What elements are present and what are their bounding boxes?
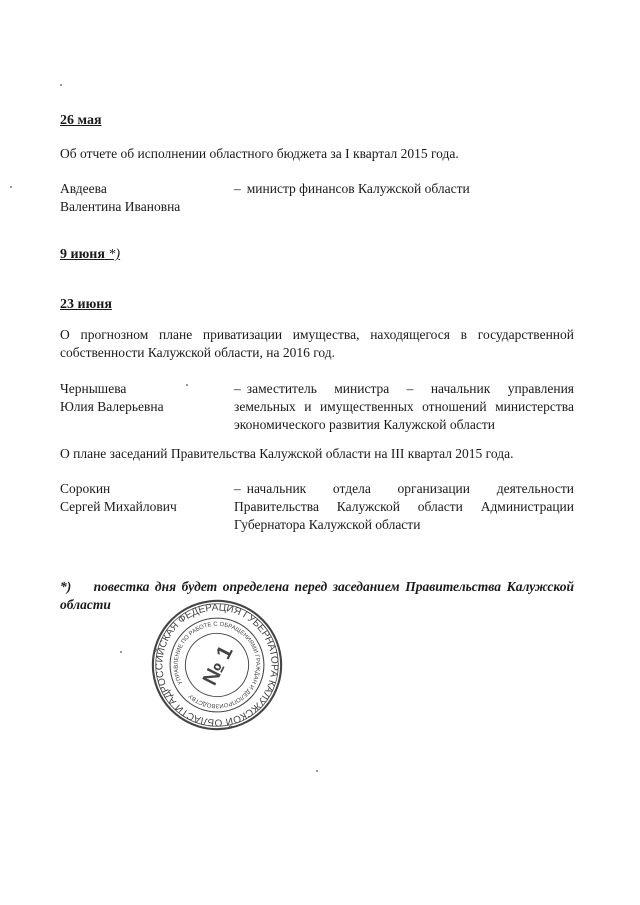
section-date: 23 июня <box>60 297 112 312</box>
agenda-topic: О плане заседаний Правительства Калужской области на III квартал 2015 года. <box>60 446 514 461</box>
seal-inner-text: УПРАВЛЕНИЕ ПО РАБОТЕ С ОБРАЩЕНИЯМИ ГРАЖДАН И ДЕЛОПРОИЗВОДСТВУ <box>173 621 261 709</box>
speaker-name: Чернышева Юлия Валерьевна <box>60 381 164 414</box>
dash-separator: – <box>234 481 241 496</box>
footnote-marker: *) <box>108 247 121 262</box>
speaker-role-row <box>234 480 574 534</box>
scan-speck <box>186 384 188 386</box>
speaker-role: начальник отдела организации деятельности Правительства Калужской области Администрации Губернатора Калужской области <box>234 481 574 532</box>
agenda-topic: О прогнозном плане приватизации имущества, находящегося в государственной собственности Калужской области, на 2016 год. <box>60 327 574 360</box>
speaker-role-row <box>234 180 574 198</box>
section-date: 26 мая <box>60 113 102 128</box>
agenda-topic: Об отчете об исполнении областного бюджета за I квартал 2015 года. <box>60 146 459 161</box>
speaker-name: Авдеева Валентина Ивановна <box>60 181 181 214</box>
official-seal-stamp <box>150 598 284 732</box>
speaker-role-row <box>234 380 574 434</box>
speaker-role: министр финансов Калужской области <box>246 181 470 196</box>
seal-outer-text: РОССИЙСКАЯ ФЕДЕРАЦИЯ ГУБЕРНАТОРА КАЛУЖСКОЙ ОБЛАСТИ АДМИНИСТРАЦИЯ <box>154 602 280 728</box>
scan-speck <box>10 186 12 188</box>
speaker-name: Сорокин Сергей Михайлович <box>60 481 177 514</box>
dash-separator: – <box>234 381 241 396</box>
dash-separator: – <box>234 181 241 196</box>
footnote: *) повестка дня будет определена перед заседанием Правительства Калужской области <box>60 579 578 612</box>
seal-center-number: № 1 <box>198 642 238 690</box>
section-date: 9 июня <box>60 247 105 262</box>
scan-speck <box>120 651 122 653</box>
scan-speck <box>316 770 318 772</box>
section-date-row <box>60 247 120 263</box>
speaker-role: заместитель министра – начальник управления земельных и имущественных отношений министерства экономического развития Калужской области <box>234 381 574 432</box>
scan-speck <box>60 84 62 86</box>
